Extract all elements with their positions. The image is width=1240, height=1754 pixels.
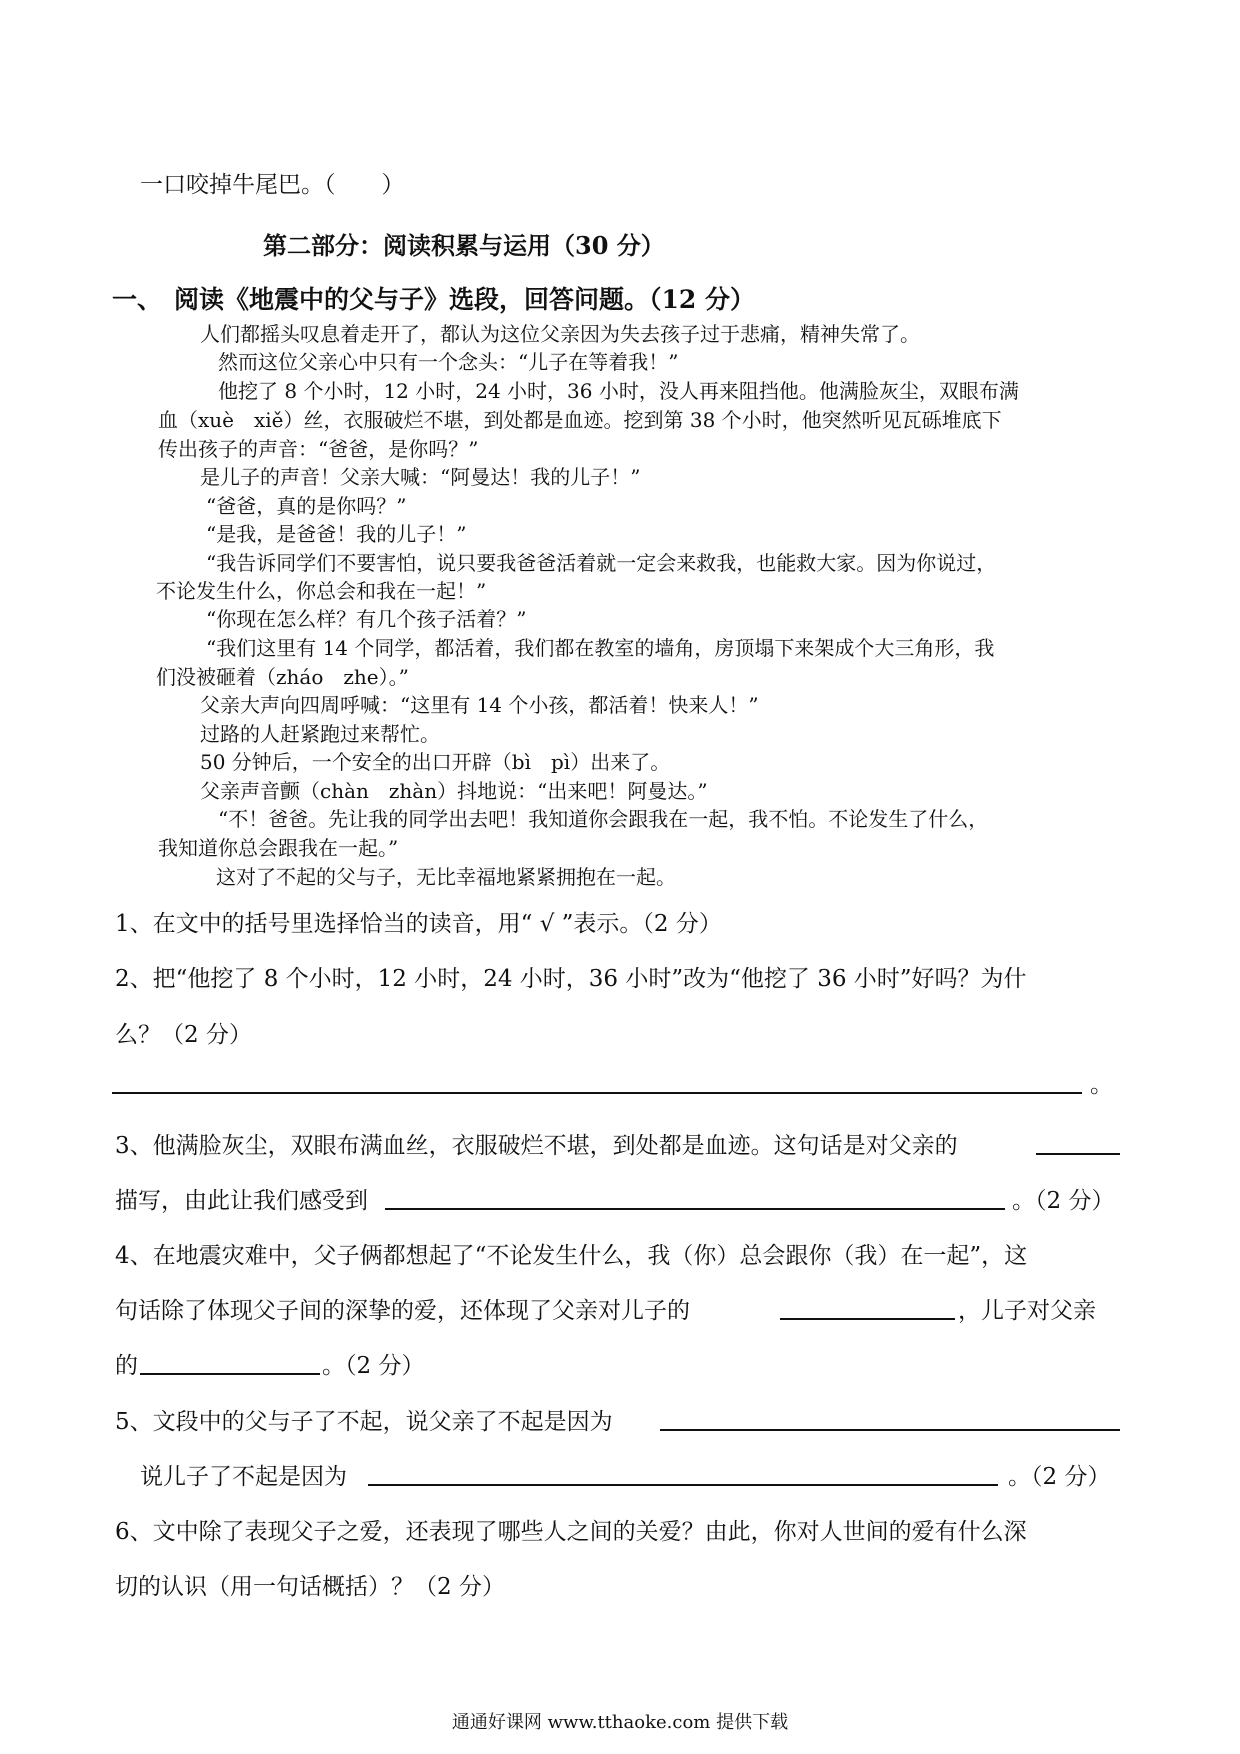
section-number: 一、 bbox=[112, 285, 163, 314]
answer-blank-q5b[interactable] bbox=[368, 1484, 998, 1486]
section-title: 阅读《地震中的父与子》选段，回答问题。（12 分） bbox=[174, 285, 755, 314]
question-4-line2: 句话除了体现父子间的深挚的爱，还体现了父亲对儿子的 bbox=[115, 1298, 690, 1324]
passage-line: 过路的人赶紧跑过来帮忙。 bbox=[200, 722, 440, 746]
answer-blank-q3b[interactable] bbox=[385, 1208, 1005, 1210]
question-2-end: 。 bbox=[1090, 1072, 1113, 1098]
section-heading bbox=[112, 280, 755, 316]
passage-line: “你现在怎么样？有几个孩子活着？” bbox=[206, 607, 527, 631]
intro-line: 一口咬掉牛尾巴。（ ） bbox=[140, 172, 405, 198]
part-title: 第二部分：阅读积累与运用（30 分） bbox=[263, 231, 665, 260]
passage-line: 是儿子的声音！父亲大喊：“阿曼达！我的儿子！” bbox=[200, 465, 641, 489]
question-5-line1: 5、文段中的父与子了不起，说父亲了不起是因为 bbox=[115, 1409, 613, 1435]
passage-line: 传出孩子的声音：“爸爸，是你吗？” bbox=[158, 437, 479, 461]
passage-line: 父亲大声向四周呼喊：“这里有 14 个小孩，都活着！快来人！” bbox=[200, 693, 759, 717]
passage-line: 这对了不起的父与子，无比幸福地紧紧拥抱在一起。 bbox=[216, 865, 676, 889]
page-footer: 通通好课网 www.tthaoke.com 提供下载 bbox=[451, 1712, 789, 1733]
question-2-line2: 么？（2 分） bbox=[115, 1022, 252, 1048]
question-4-end: 。（2 分） bbox=[322, 1353, 425, 1379]
question-3-line2: 描写，由此让我们感受到 bbox=[115, 1188, 368, 1214]
passage-line: 50 分钟后，一个安全的出口开辟（bì pì）出来了。 bbox=[200, 750, 671, 774]
passage-line: 他挖了 8 个小时，12 小时，24 小时，36 小时，没人再来阻挡他。他满脸灰尘，双眼布满 bbox=[218, 379, 1019, 403]
passage-line: “我们这里有 14 个同学，都活着，我们都在教室的墙角，房顶塌下来架成个大三角形，我 bbox=[206, 636, 995, 660]
question-1: 1、在文中的括号里选择恰当的读音，用“ √ ”表示。（2 分） bbox=[115, 911, 722, 937]
answer-blank-q3a[interactable] bbox=[1036, 1153, 1120, 1155]
passage-line: 不论发生什么，你总会和我在一起！” bbox=[156, 579, 487, 603]
passage-line: “不！爸爸。先让我的同学出去吧！我知道你会跟我在一起，我不怕。不论发生了什么， bbox=[218, 807, 989, 831]
passage-line: “是我，是爸爸！我的儿子！” bbox=[206, 522, 467, 546]
answer-blank-q5a[interactable] bbox=[660, 1429, 1120, 1431]
passage-line: 们没被砸着（zháo zhe）。” bbox=[156, 665, 409, 689]
question-4-line2-end: ，儿子对父亲 bbox=[958, 1298, 1096, 1324]
passage-line: 人们都摇头叹息着走开了，都认为这位父亲因为失去孩子过于悲痛，精神失常了。 bbox=[200, 322, 920, 346]
passage-line: 然而这位父亲心中只有一个念头：“儿子在等着我！” bbox=[218, 350, 679, 374]
answer-blank-q4a[interactable] bbox=[780, 1318, 955, 1320]
question-3-line1: 3、他满脸灰尘，双眼布满血丝，衣服破烂不堪，到处都是血迹。这句话是对父亲的 bbox=[115, 1133, 958, 1159]
question-6-line2: 切的认识（用一句话概括）？（2 分） bbox=[115, 1574, 505, 1600]
question-5-end: 。（2 分） bbox=[1008, 1464, 1111, 1490]
question-2-line1: 2、把“他挖了 8 个小时，12 小时，24 小时，36 小时”改为“他挖了 36 小时”好吗？为什 bbox=[115, 966, 1027, 992]
passage-line: 血（xuè xiě）丝，衣服破烂不堪，到处都是血迹。挖到第 38 个小时，他突然听见瓦砾堆底下 bbox=[158, 408, 1002, 432]
passage-line: “我告诉同学们不要害怕，说只要我爸爸活着就一定会来救我，也能救大家。因为你说过， bbox=[206, 551, 997, 575]
answer-blank-q2[interactable] bbox=[112, 1092, 1082, 1094]
question-4-line3: 的 bbox=[115, 1353, 138, 1379]
question-6-line1: 6、文中除了表现父子之爱，还表现了哪些人之间的关爱？由此，你对人世间的爱有什么深 bbox=[115, 1519, 1027, 1545]
question-5-line2: 说儿子了不起是因为 bbox=[140, 1464, 347, 1490]
answer-blank-q4b[interactable] bbox=[140, 1373, 320, 1375]
passage-line: 父亲声音颤（chàn zhàn）抖地说：“出来吧！阿曼达。” bbox=[200, 779, 708, 803]
passage-line: “爸爸，真的是你吗？” bbox=[206, 494, 407, 518]
question-4-line1: 4、在地震灾难中，父子俩都想起了“不论发生什么，我（你）总会跟你（我）在一起”，这 bbox=[115, 1243, 1028, 1269]
passage-line: 我知道你总会跟我在一起。” bbox=[158, 836, 399, 860]
question-3-end: 。（2 分） bbox=[1012, 1188, 1115, 1214]
